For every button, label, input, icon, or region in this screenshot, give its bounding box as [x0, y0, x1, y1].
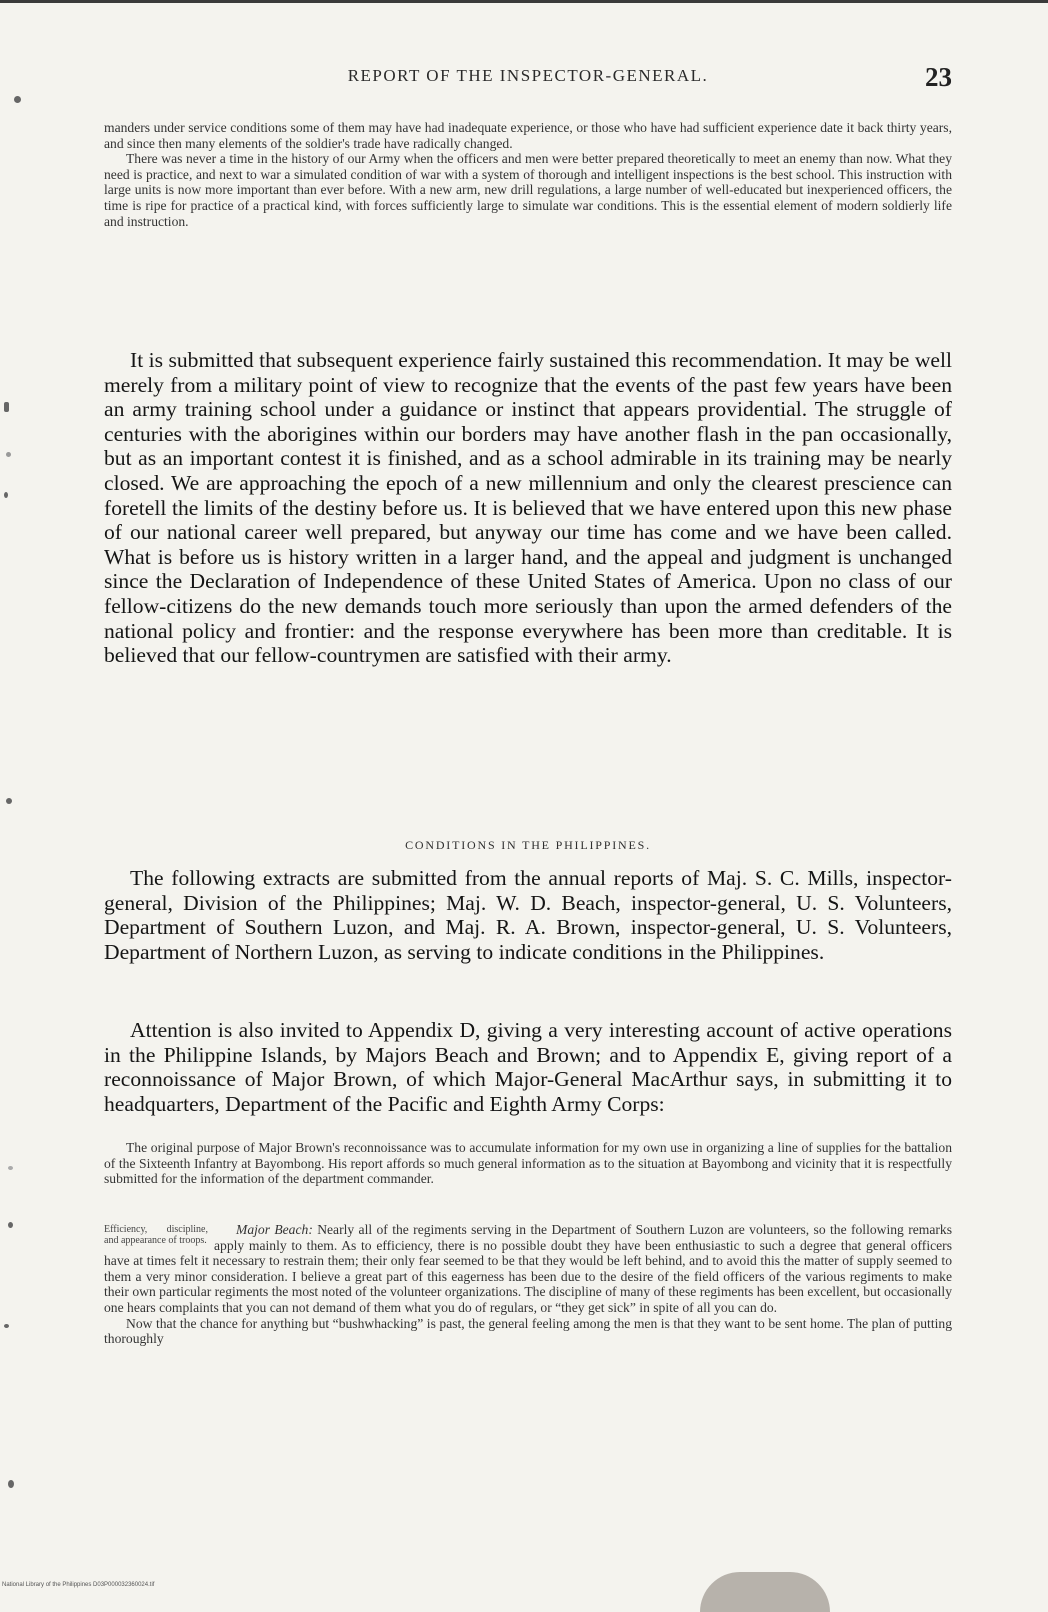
quote-block-1 [104, 120, 952, 229]
page-header [104, 62, 952, 90]
scan-spot [4, 1324, 9, 1328]
main-paragraph-3 [104, 1018, 952, 1116]
scan-spot [4, 492, 8, 498]
report-body: Nearly all of the regiments serving in the Department of Southern Luzon are volunteers, so the following remarks apply mainly to them. As to efficiency, there is no possible doubt they have been enthusiastic to such a degree that general officers have at times felt it necessary to restrain them; their only fear seemed to be that they would be left behind, and to avoid this the matter of supply seemed to them a very minor consideration. I believe a great part of this eagerness has been due to the desire of the field officers of the various regiments to make their own particular regiments the most noted of the volunteer organizations. The discipline of many of these regiments has been excellent, but occasionally one hears complaints that you can not demand of them what you do of regulars, or “they get sick” in spite of all you can do. [104, 1222, 952, 1315]
running-head: REPORT OF THE INSPECTOR-GENERAL. [347, 66, 709, 85]
scan-spot [6, 452, 11, 457]
main-paragraph-1 [104, 348, 952, 668]
report-continuation: Now that the chance for anything but “bushwhacking” is past, the general feeling among the men is that they want to be sent home. The plan of putting thoroughly [104, 1315, 952, 1347]
main-paragraph-text: The following extracts are submitted from the annual reports of Maj. S. C. Mills, inspector-general, Division of the Philippines; Maj. W. D. Beach, inspector-general, U. S. Volunteers, Department of Southern Luzon, and Maj. R. A. Brown, inspector-general, U. S. Volunteers, Department of Northern Luzon, as serving to indicate conditions in the Philippines. [104, 866, 952, 964]
scan-footer: National Library of the Philippines D03P000032360024.tif [2, 1582, 155, 1588]
scan-thumb-shadow [700, 1572, 830, 1612]
scan-spot [8, 1222, 13, 1228]
quote-paragraph: There was never a time in the history of our Army when the officers and men were better prepared theoretically to meet an enemy than now. What they need is practice, and next to war a simulated condition of war with a system of thorough and intelligent inspections is the best school. This instruction with large units is now more important than ever before. With a new arm, new drill regulations, a large number of well-educated but inexperienced officers, the time is ripe for practice of a practical kind, with forces sufficiently large to simulate war conditions. This is the essential element of modern soldierly life and instruction. [104, 151, 952, 229]
beach-report [104, 1222, 952, 1347]
scan-spot [14, 96, 21, 103]
scan-spot [6, 798, 12, 804]
scan-spot [8, 1166, 13, 1170]
page-number: 23 [925, 62, 952, 92]
quote-paragraph: The original purpose of Major Brown's reconnoissance was to accumulate information for my own use in organizing a line of supplies for the battalion of the Sixteenth Infantry at Bayombong. His report affords so much general information as to the situation at Bayombong and vicinity that it is respectfully submitted for the information of the department commander. [104, 1140, 952, 1187]
section-heading: CONDITIONS IN THE PHILIPPINES. [405, 838, 651, 852]
main-paragraph-2 [104, 866, 952, 964]
scan-spot [8, 1480, 14, 1488]
main-paragraph-text: It is submitted that subsequent experience fairly sustained this recommendation. It may be well merely from a military point of view to recognize that the events of the past few years have been an army training school under a guidance or instinct that appears providential. The struggle of centuries with the aborigines within our borders may have another flash in the pan occasionally, but as an important contest it is finished, and as a school admirable in its training may be nearly closed. We are approaching the epoch of a new millennium and only the clearest prescience can foretell the limits of the destiny before us. It is believed that we have entered upon this new phase of our national career well prepared, but anyway our time has come and we have been called. What is before us is history written in a larger hand, and the appeal and judgment is unchanged since the Declaration of Independence of these United States of America. Upon no class of our fellow-citizens do the new demands touch more seriously than upon the armed defenders of the national policy and frontier: and the response everywhere has been more than creditable. It is believed that our fellow-countrymen are satisfied with their army. [104, 348, 952, 668]
scan-top-edge [0, 0, 1048, 3]
beach-report-text [104, 1222, 952, 1316]
quote-paragraph: manders under service conditions some of them may have had inadequate experience, or those who have had sufficient experience date it back thirty years, and since then many elements of the soldier's trade have radically changed. [104, 120, 952, 151]
quote-block-2 [104, 1140, 952, 1187]
scan-spot [4, 402, 9, 412]
margin-sidenote: Efficiency, discipline, and appearance of troops. [104, 1224, 208, 1246]
main-paragraph-text: Attention is also invited to Appendix D, giving a very interesting account of active operations in the Philippine Islands, by Majors Beach and Brown; and to Appendix E, giving report of a reconnoissance of Major Brown, of which Major-General MacArthur says, in submitting it to headquarters, Department of the Pacific and Eighth Army Corps: [104, 1018, 952, 1116]
speaker-name: Major Beach: [236, 1222, 313, 1237]
